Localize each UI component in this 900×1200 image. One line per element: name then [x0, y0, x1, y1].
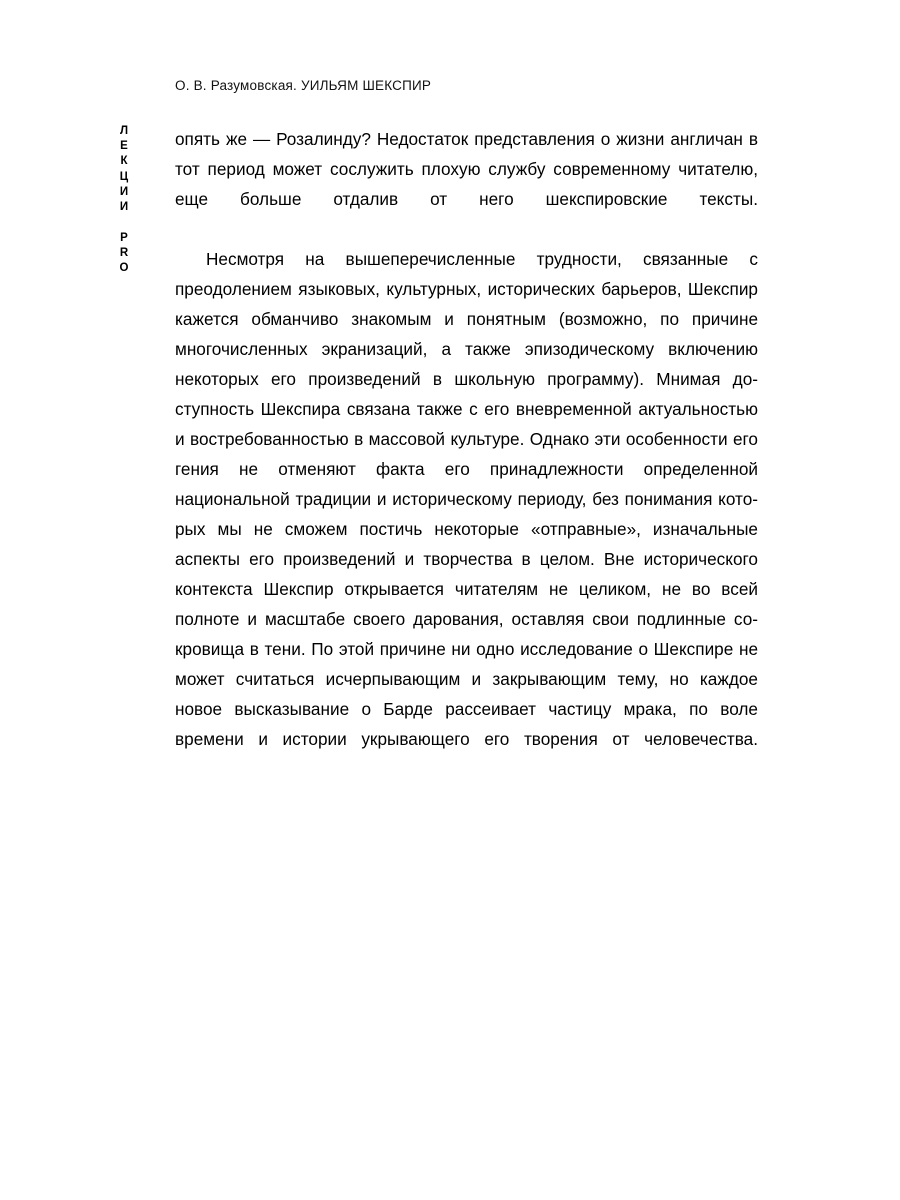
side-series-marker-line-1 [120, 124, 128, 215]
side-marker-char: И [119, 200, 129, 213]
side-marker-char: P [120, 232, 128, 245]
running-head: О. В. Разумовская. УИЛЬЯМ ШЕКСПИР [175, 78, 432, 93]
side-series-marker [113, 124, 135, 277]
body-text-column [175, 124, 758, 784]
body-paragraph-2: Несмотря на вышеперечисленные трудности, связанные с преодолением языковых, культурных, исторических барьеров, Шекспир кажется обманчиво знакомым и понятным (возможно, по причине многочисленных экранизаций, а также эпизодическому включению некоторых его произведений в школьную программу). Мнимая доступность Шекспира связана также с его вневременной актуальностью и востребованностью в массовой культуре. Однако эти особенности его гения не отменяют факта его принадлежности определенной национальной традиции и историческому периоду, без понимания которых мы не сможем постичь некоторые «отправные», изначальные аспекты его произведений и творчества в целом. Вне исторического контекста Шекспир открывается читателям не целиком, не во всей полноте и масштабе своего дарования, оставляя свои подлинные сокровища в тени. По этой причине ни одно исследование о Шекспире не может считаться исчерпывающим и закрывающим тему, но каждое новое высказывание о Барде рассеивает частицу мрака, по воле времени и истории укрывающего его творения от человечества. [175, 249, 758, 749]
side-marker-char: К [120, 155, 128, 168]
side-marker-char: Л [119, 125, 129, 137]
side-marker-char: R [119, 247, 129, 260]
side-marker-char: Е [120, 140, 128, 153]
side-marker-char: O [119, 262, 129, 275]
body-paragraph-1: опять же — Розалинду? Недостаток представления о жизни англичан в тот период может сослужить плохую службу современному читателю, еще больше отдалив от него шекспировские тексты. [175, 129, 758, 209]
side-marker-char: Ц [119, 170, 129, 183]
side-marker-char: И [119, 185, 129, 198]
side-series-marker-line-2 [120, 231, 129, 277]
